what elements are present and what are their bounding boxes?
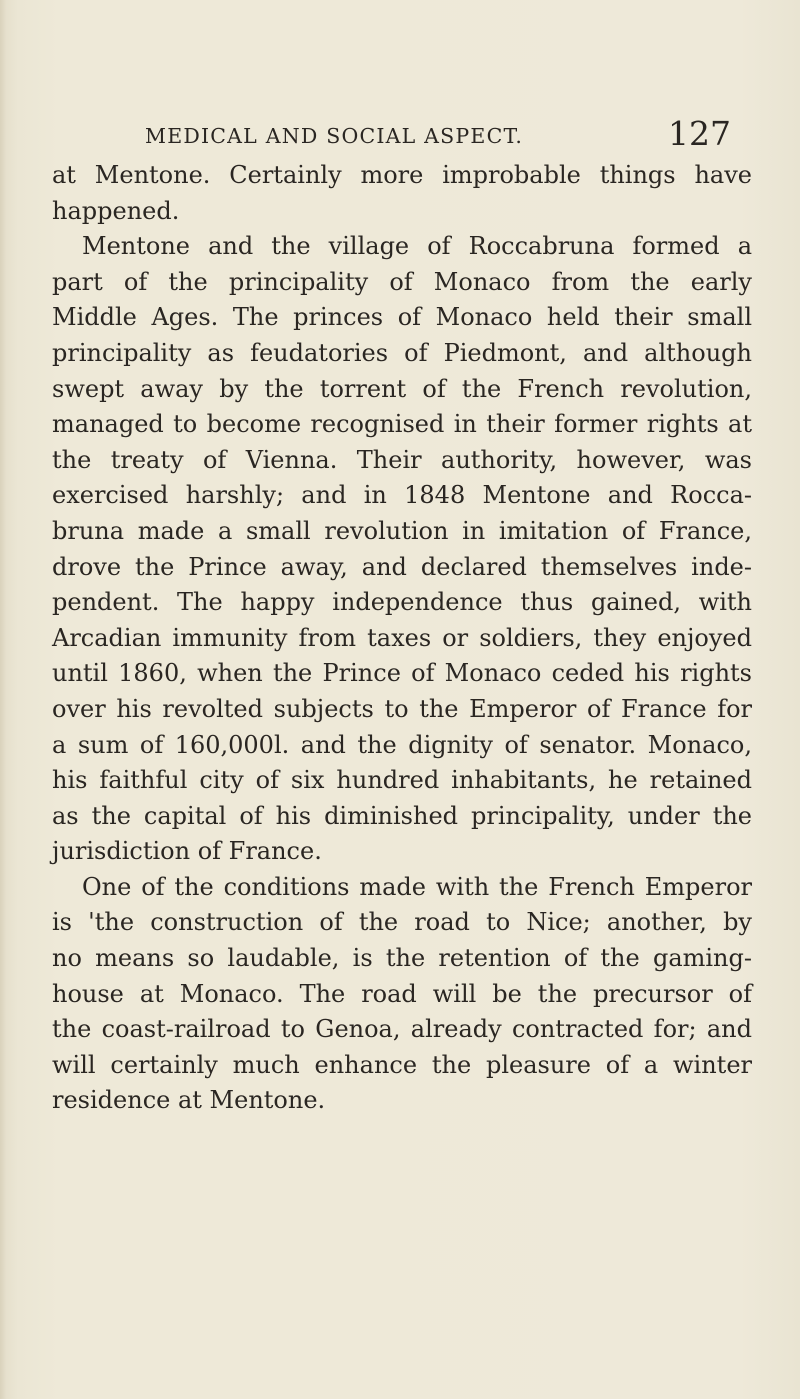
text-line: will certainly much enhance the pleasure of a winter — [52, 1050, 752, 1079]
paragraph-start-line: One of the conditions made with the French Emperor — [82, 872, 752, 901]
text-line: managed to become recognised in their former rights at — [52, 410, 752, 439]
text-line: until 1860, when the Prince of Monaco ceded his rights — [52, 659, 752, 688]
text-line: no means so laudable, is the retention of the gaming- — [52, 944, 752, 973]
page-number: 127 — [668, 114, 731, 153]
text-line: drove the Prince away, and declared themselves inde- — [52, 552, 752, 581]
text-line: as the capital of his diminished principality, under the — [52, 801, 752, 830]
text-line: his faithful city of six hundred inhabitants, he retained — [52, 766, 752, 795]
text-line: swept away by the torrent of the French revolution, — [52, 374, 752, 403]
text-line: over his revolted subjects to the Emperor of France for — [52, 694, 752, 723]
text-line: the treaty of Vienna. Their authority, however, was — [52, 445, 752, 474]
text-line: at Mentone. Certainly more improbable things have — [52, 161, 752, 189]
text-line: house at Monaco. The road will be the precursor of — [52, 979, 752, 1008]
text-line: is 'the construction of the road to Nice; another, by — [52, 908, 752, 937]
text-line: principality as feudatories of Piedmont, and although — [52, 338, 752, 367]
running-head — [0, 112, 800, 162]
text-line: pendent. The happy independence thus gained, with — [52, 588, 752, 617]
text-line: the coast-railroad to Genoa, already contracted for; and — [52, 1015, 752, 1044]
paragraph-start-line: Mentone and the village of Roccabruna formed a — [82, 232, 752, 261]
text-line: exercised harshly; and in 1848 Mentone and Rocca- — [52, 481, 752, 510]
text-line: Middle Ages. The princes of Monaco held their small — [52, 303, 752, 332]
text-line: residence at Mentone. — [52, 1086, 326, 1115]
text-line: Arcadian immunity from taxes or soldiers, they enjoyed — [52, 623, 752, 652]
spine-shadow — [0, 0, 6, 1399]
text-line: part of the principality of Monaco from the early — [52, 267, 752, 296]
running-title: MEDICAL AND SOCIAL ASPECT. — [145, 124, 524, 148]
text-line: a sum of 160,000l. and the dignity of senator. Monaco, — [52, 730, 752, 759]
text-line: happened. — [52, 196, 180, 225]
text-line: bruna made a small revolution in imitation of France, — [52, 516, 752, 545]
body-text — [52, 158, 752, 1119]
text-line: jurisdiction of France. — [52, 837, 322, 866]
